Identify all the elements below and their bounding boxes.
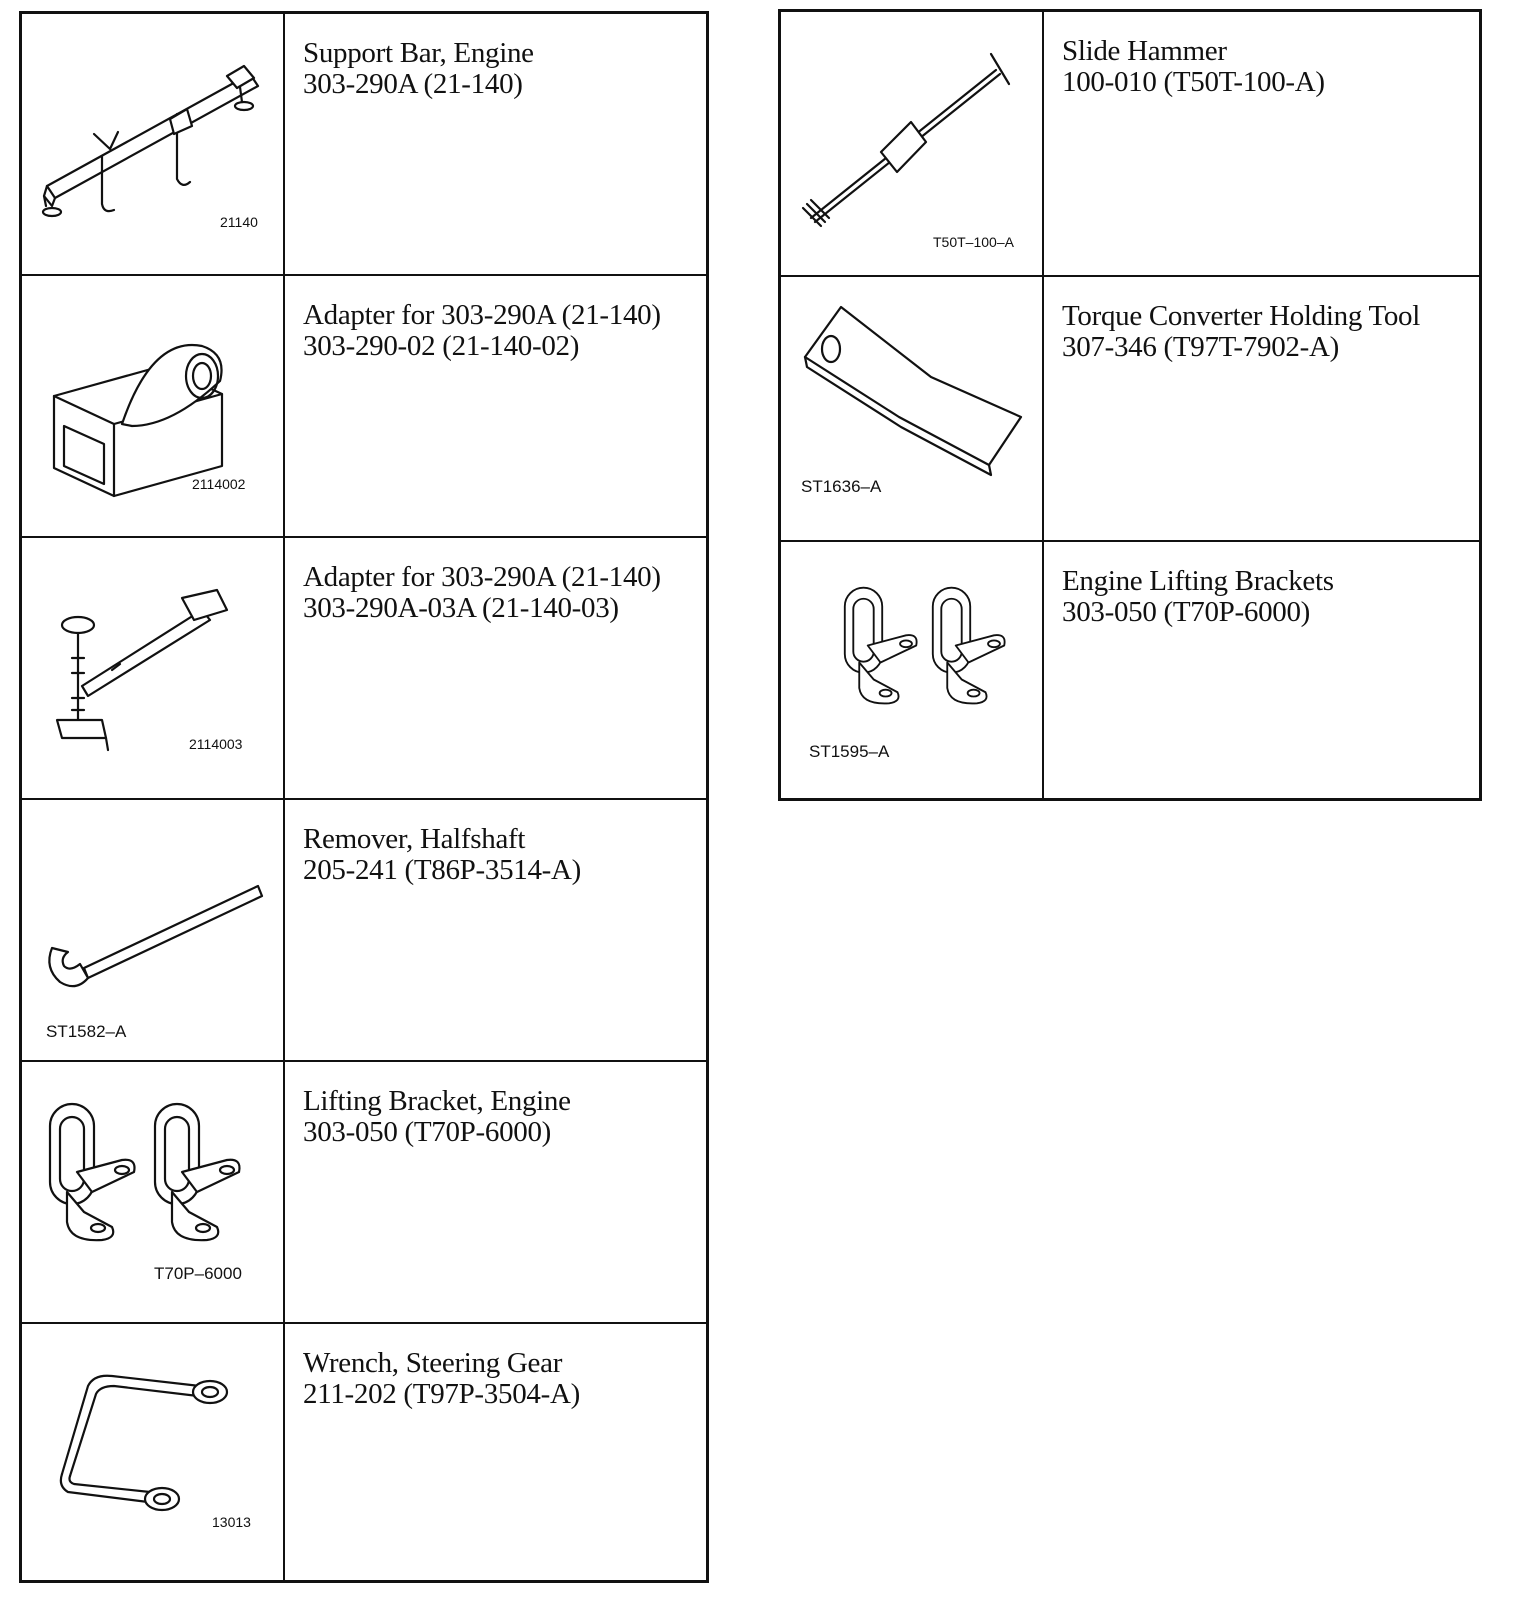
tool-number: 307-346 (T97T-7902-A)	[1062, 331, 1339, 363]
figure-id: ST1595–A	[809, 742, 890, 761]
tool-number: 211-202 (T97P-3504-A)	[303, 1378, 580, 1410]
figure-id: ST1636–A	[801, 477, 882, 496]
tool-name: Remover, Halfshaft	[303, 823, 526, 855]
support-bar-icon	[22, 14, 285, 274]
tool-row	[781, 542, 1479, 801]
tool-row	[22, 800, 706, 1062]
tool-name: Support Bar, Engine	[303, 37, 534, 69]
adapter-arm-icon	[22, 538, 285, 798]
tool-row	[22, 1062, 706, 1324]
figure-id: 2114003	[189, 736, 243, 752]
tool-description-cell	[285, 1062, 706, 1322]
tool-description-cell	[1044, 277, 1479, 540]
tool-row	[22, 1324, 706, 1583]
tool-illustration-cell	[781, 277, 1044, 540]
tool-description-cell	[1044, 542, 1479, 801]
tool-description-cell	[285, 800, 706, 1060]
tool-number: 303-050 (T70P-6000)	[1062, 596, 1311, 628]
tool-row	[22, 14, 706, 276]
figure-id: 2114002	[192, 476, 246, 492]
tool-number: 100-010 (T50T-100-A)	[1062, 66, 1325, 98]
tool-row	[781, 277, 1479, 542]
tool-number: 205-241 (T86P-3514-A)	[303, 854, 582, 886]
steering-wrench-icon	[22, 1324, 285, 1583]
tool-name: Adapter for 303-290A (21-140)	[303, 561, 661, 593]
torque-converter-tool-icon	[781, 277, 1044, 540]
tool-row	[22, 538, 706, 800]
tool-description-cell	[1044, 12, 1479, 275]
tool-name: Slide Hammer	[1062, 35, 1227, 67]
special-tools-table-left	[19, 11, 709, 1583]
tool-illustration-cell	[22, 1324, 285, 1583]
tool-description-cell	[285, 276, 706, 536]
tool-illustration-cell	[22, 800, 285, 1060]
tool-description-cell	[285, 1324, 706, 1583]
figure-id: 21140	[220, 214, 258, 230]
lifting-brackets-icon	[781, 542, 1044, 801]
special-tools-table-right	[778, 9, 1482, 801]
adapter-block-icon	[22, 276, 285, 536]
tool-illustration-cell	[781, 542, 1044, 801]
tool-number: 303-050 (T70P-6000)	[303, 1116, 552, 1148]
tool-name: Adapter for 303-290A (21-140)	[303, 299, 661, 331]
tool-name: Lifting Bracket, Engine	[303, 1085, 571, 1117]
tool-illustration-cell	[22, 276, 285, 536]
tool-name: Engine Lifting Brackets	[1062, 565, 1334, 597]
tool-illustration-cell	[22, 14, 285, 274]
tool-illustration-cell	[781, 12, 1044, 275]
tool-number: 303-290-02 (21-140-02)	[303, 330, 580, 362]
figure-id: T50T–100–A	[933, 234, 1014, 250]
figure-id: T70P–6000	[154, 1264, 242, 1283]
tool-illustration-cell	[22, 1062, 285, 1322]
halfshaft-remover-icon	[22, 800, 285, 1060]
tool-name: Torque Converter Holding Tool	[1062, 300, 1421, 332]
tool-illustration-cell	[22, 538, 285, 798]
tool-description-cell	[285, 14, 706, 274]
tool-row	[22, 276, 706, 538]
tool-number: 303-290A (21-140)	[303, 68, 523, 100]
tool-row	[781, 12, 1479, 277]
tool-number: 303-290A-03A (21-140-03)	[303, 592, 619, 624]
figure-id: ST1582–A	[46, 1022, 127, 1041]
figure-id: 13013	[212, 1514, 251, 1530]
tool-name: Wrench, Steering Gear	[303, 1347, 563, 1379]
tool-description-cell	[285, 538, 706, 798]
